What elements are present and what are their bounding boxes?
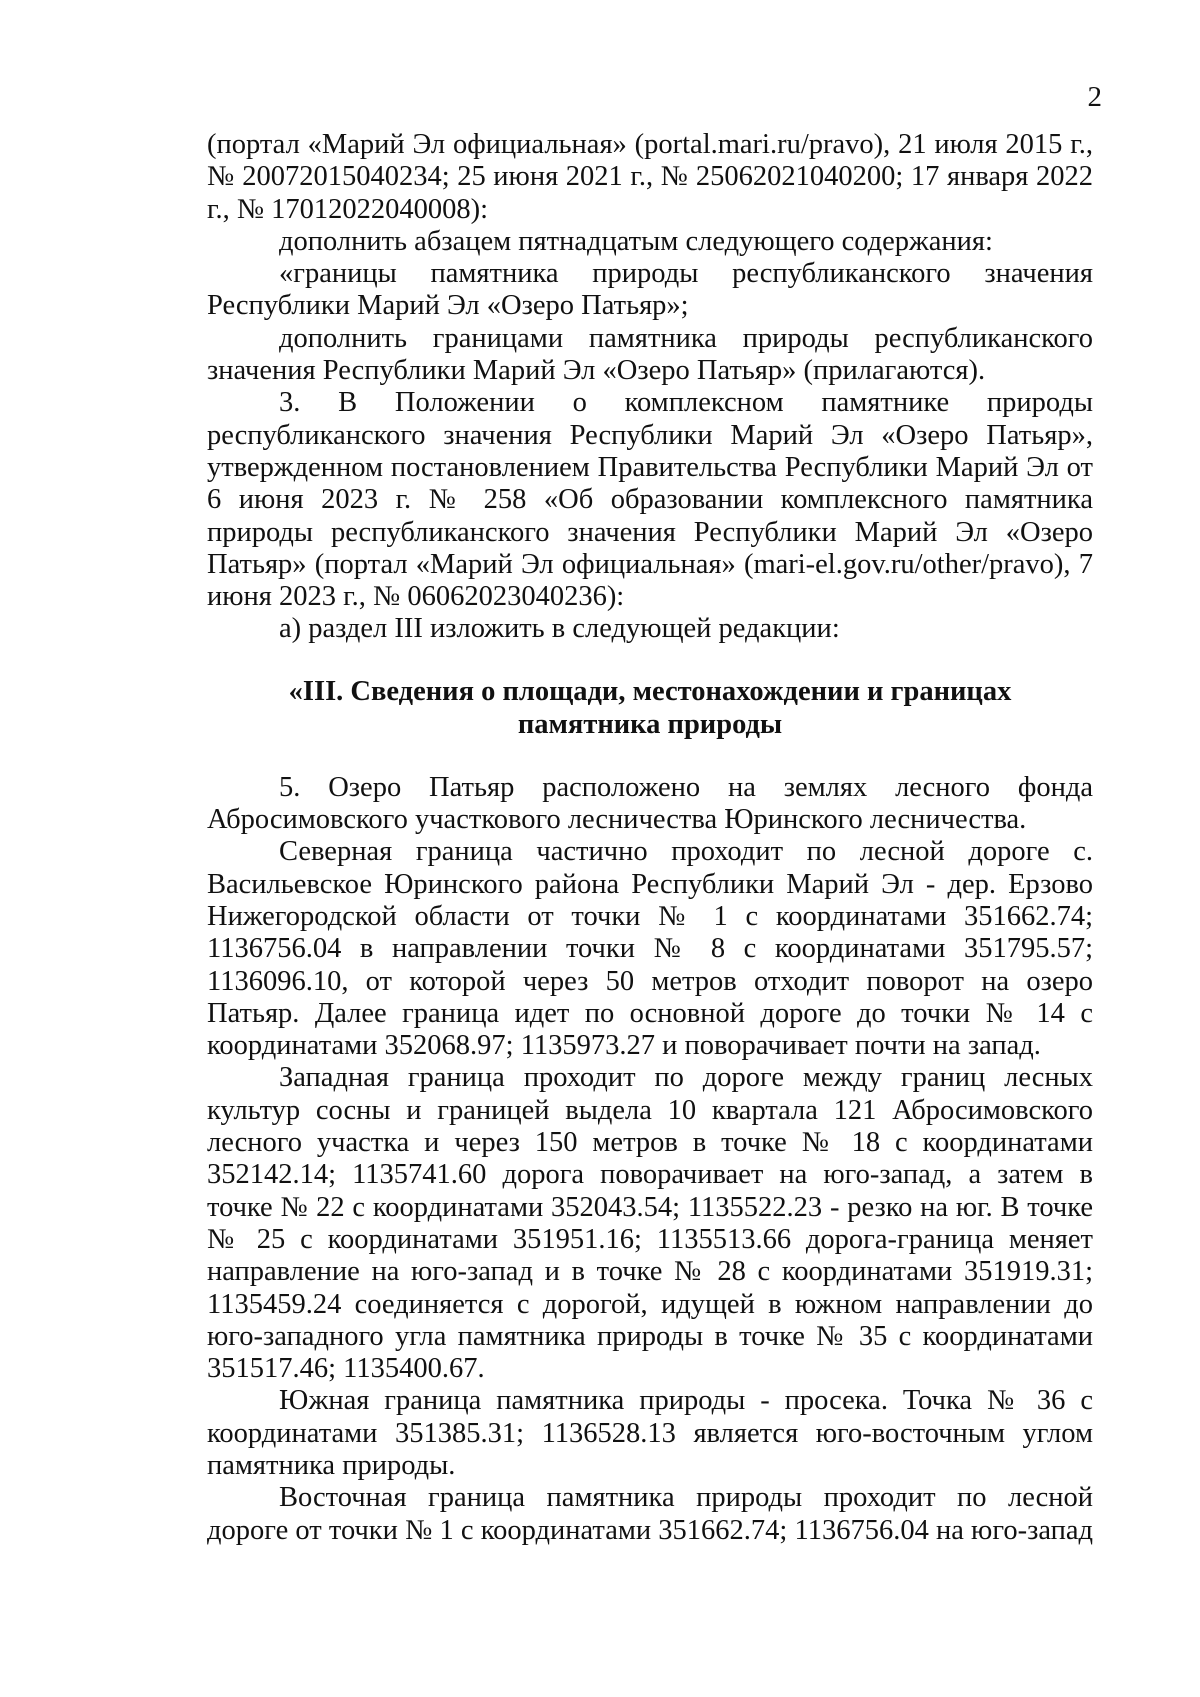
paragraph: Южная граница памятника природы - просека. Точка № 36 с координатами 351385.31; 1136528.13 является юго-восточным углом памятника природы. xyxy=(207,1385,1093,1481)
paragraph: а) раздел III изложить в следующей редакции: xyxy=(279,613,840,645)
paragraph: (портал «Марий Эл официальная» (portal.mari.ru/pravo), 21 июля 2015 г., № 20072015040234; 25 июня 2021 г., № 25062021040200; 17 января 2022 г., № 17012022040008): xyxy=(207,129,1093,225)
paragraphs-bottom xyxy=(207,772,1093,1547)
paragraph: 3. В Положении о комплексном памятнике природы республиканского значения Республики Марий Эл «Озеро Патьяр», утвержденном постановлением Правительства Республики Марий Эл от 6 июня 2023 г. № 258 «Об образовании комплексного памятника природы республиканского значения Республики Марий Эл «Озеро Патьяр» (портал «Марий Эл официальная» (mari-el.gov.ru/other/pravo), 7 июня 2023 г., № 06062023040236): xyxy=(207,387,1093,613)
paragraph: 5. Озеро Патьяр расположено на землях лесного фонда Абросимовского участкового лесничества Юринского лесничества. xyxy=(207,771,1093,836)
paragraph: «границы памятника природы республиканского значения Республики Марий Эл «Озеро Патьяр»; xyxy=(207,258,1093,322)
paragraph: дополнить границами памятника природы республиканского значения Республики Марий Эл «Озеро Патьяр» (прилагаются). xyxy=(207,322,1093,387)
document-body xyxy=(207,129,1093,1547)
page-number: 2 xyxy=(1087,81,1102,113)
paragraph: Восточная граница памятника природы проходит по лесной дороге от точки № 1 с координатами 351662.74; 1136756.04 на юго-запад xyxy=(207,1482,1093,1546)
section-heading-line-2: памятника природы xyxy=(517,708,783,740)
paragraph: дополнить абзацем пятнадцатым следующего содержания: xyxy=(279,225,993,257)
section-heading xyxy=(207,675,1093,741)
paragraphs-top xyxy=(207,129,1093,646)
paragraph: Северная граница частично проходит по лесной дороге с. Васильевское Юринского района Республики Марий Эл - дер. Ерзово Нижегородской области от точки № 1 с координатами 351662.74; 1136756.04 в направлении точки № 8 с координатами 351795.57; 1136096.10, от которой через 50 метров отходит поворот на озеро Патьяр. Далее граница идет по основной дороге до точки № 14 с координатами 352068.97; 1135973.27 и поворачивает почти на запад. xyxy=(207,836,1093,1062)
paragraph: Западная граница проходит по дороге между границ лесных культур сосны и границей выдела 10 квартала 121 Абросимовского лесного участка и через 150 метров в точке № 18 с координатами 352142.14; 1135741.60 дорога поворачивает на юго-запад, а затем в точке № 22 с координатами 352043.54; 1135522.23 - резко на юг. В точке № 25 с координатами 351951.16; 1135513.66 дорога-граница меняет направление на юго-запад и в точке № 28 с координатами 351919.31; 1135459.24 соединяется с дорогой, идущей в южном направлении до юго-западного угла памятника природы в точке № 35 с координатами 351517.46; 1135400.67. xyxy=(207,1062,1093,1385)
section-heading-line-1: «III. Сведения о площади, местонахождении и границах xyxy=(288,675,1012,707)
